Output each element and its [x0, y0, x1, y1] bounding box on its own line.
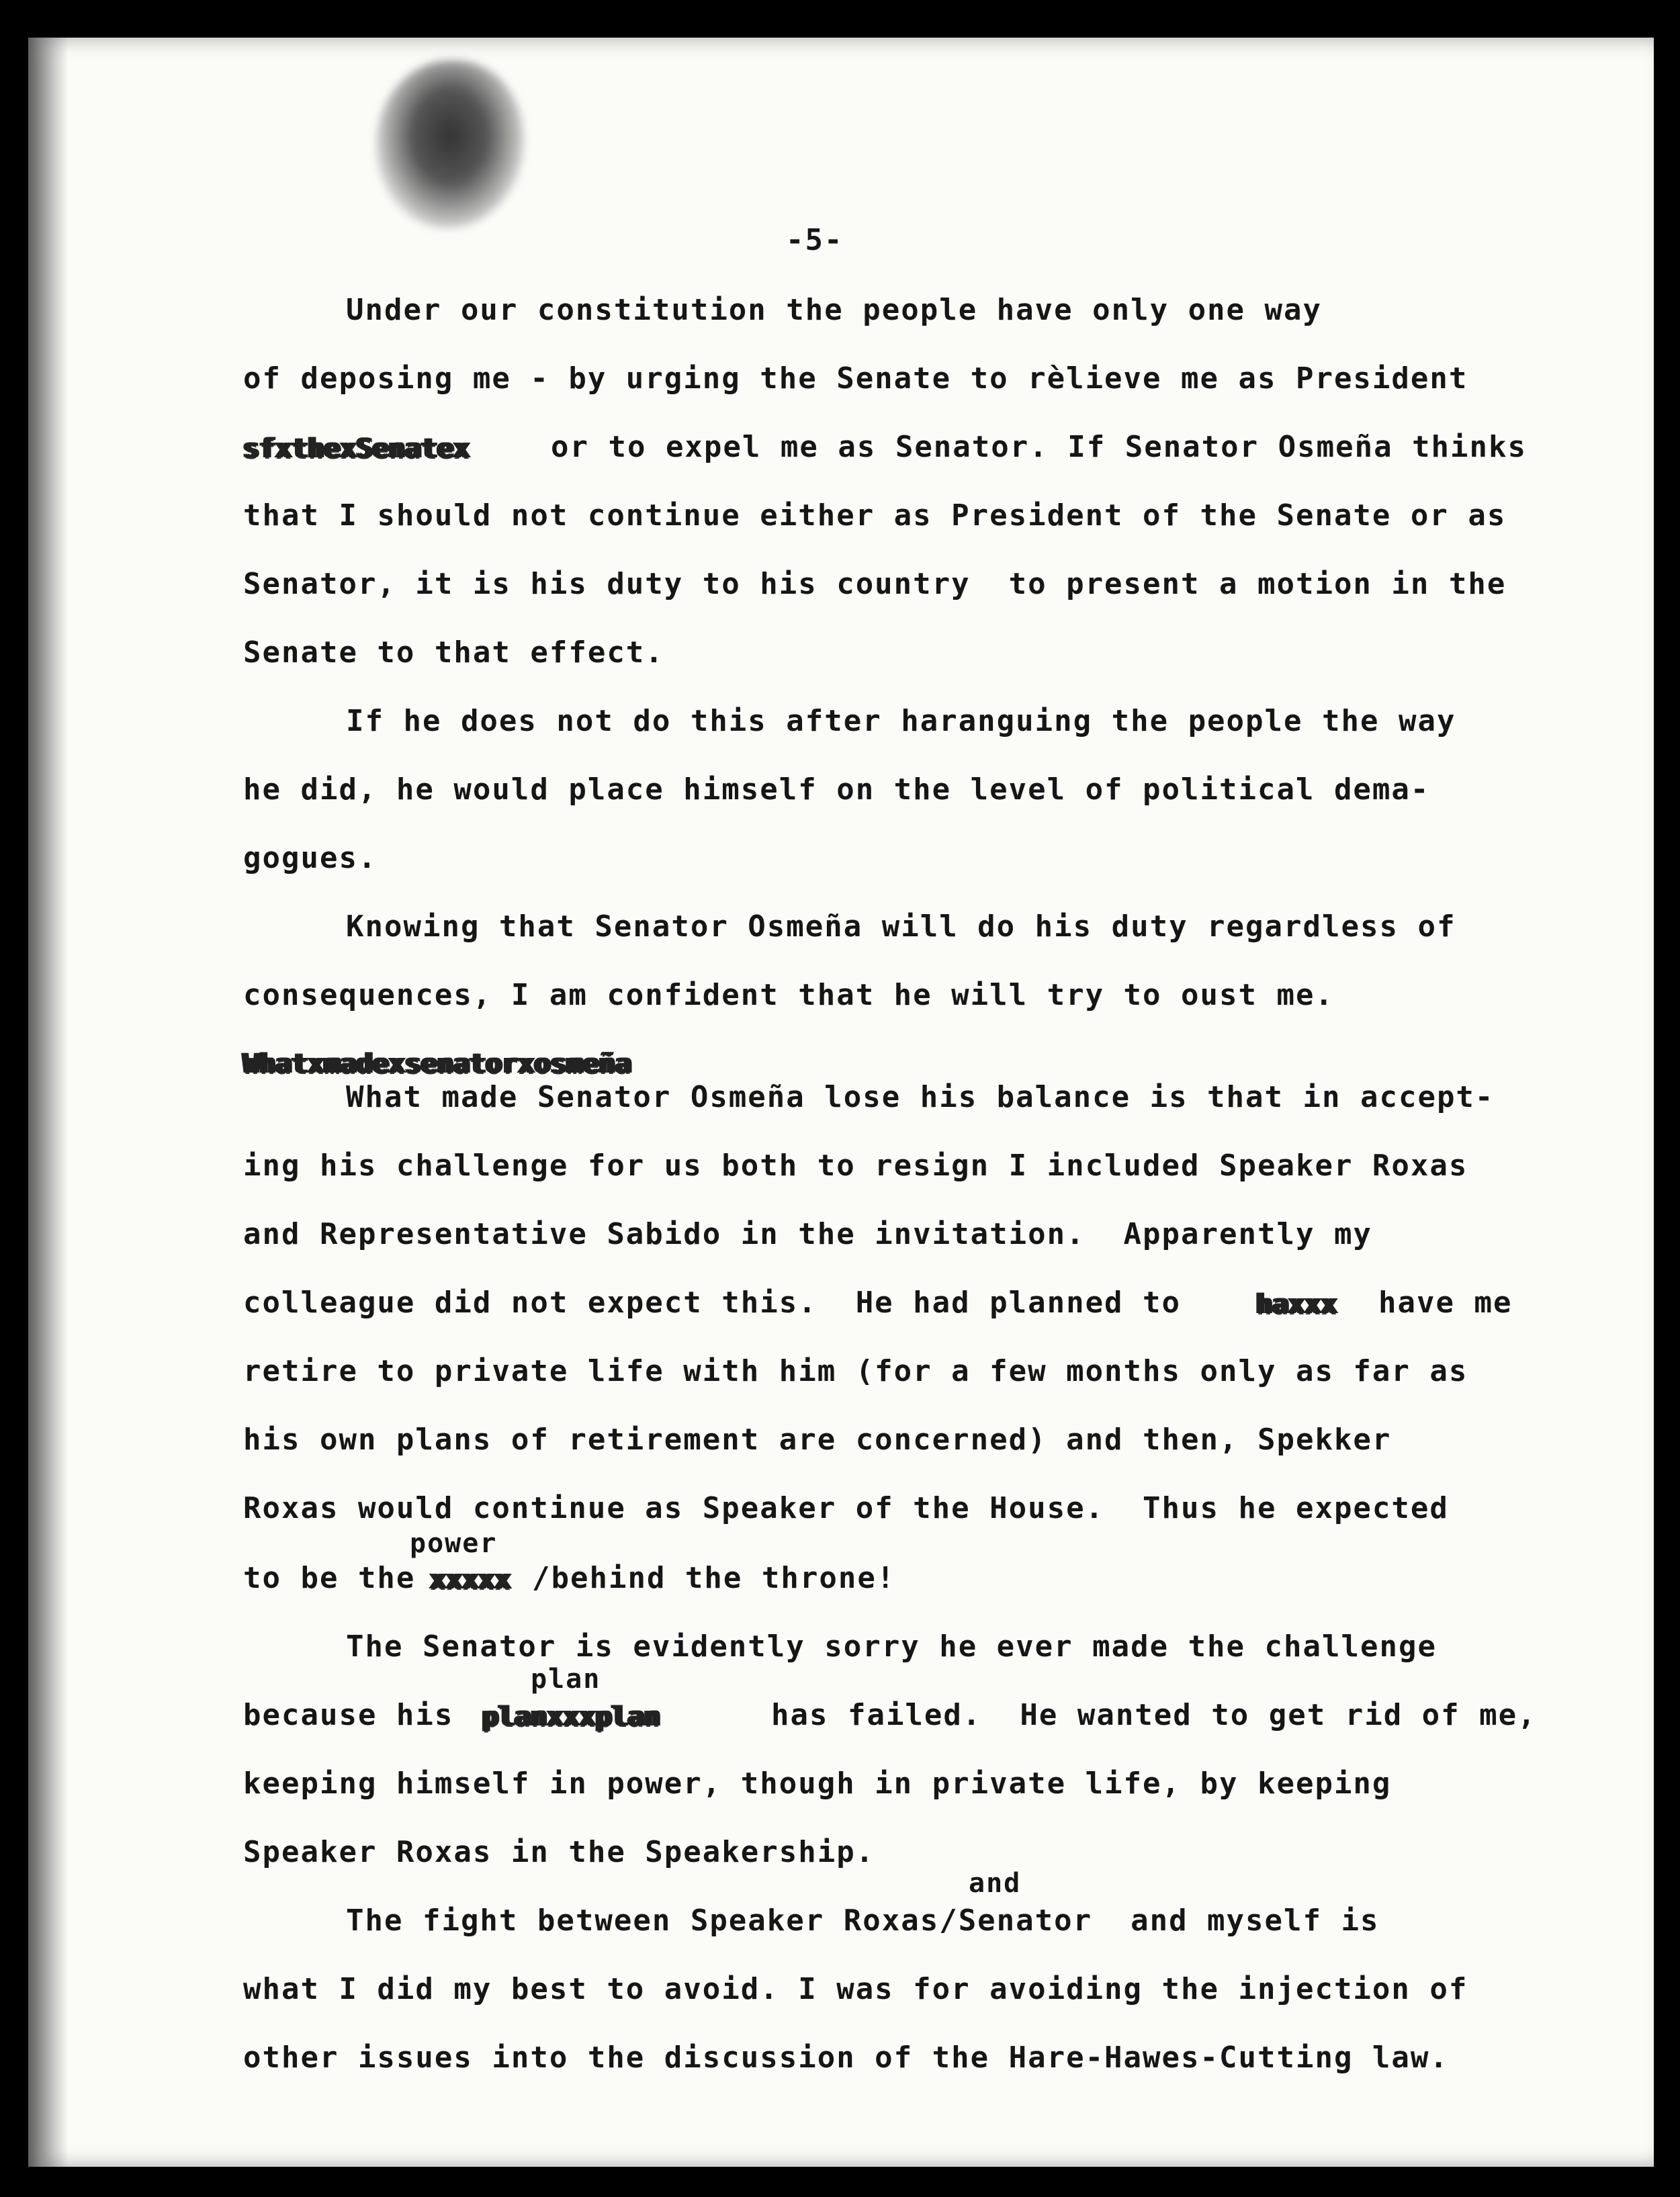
text-line-20: to be the — [243, 1561, 416, 1595]
strikeout-4: xxxxx — [430, 1564, 511, 1595]
text-line-9: gogues. — [243, 841, 378, 875]
text-line-15: colleague did not expect this. He had planned to — [243, 1286, 1182, 1320]
text-line-5: Senator, it is his duty to his country to present a motion in the — [243, 567, 1507, 601]
text-line-22: The Senator is evidently sorry he ever made the challenge — [346, 1629, 1437, 1664]
text-line-3: or to expel me as Senator. If Senator Osmeña thinks — [551, 430, 1528, 464]
strikeout-5: planxxxplan — [482, 1701, 660, 1732]
text-line-8: he did, he would place himself on the level of political dema- — [243, 772, 1430, 807]
text-line-28: what I did my best to avoid. I was for avoiding the injection of — [243, 1972, 1468, 2006]
strikeout-2: Whatxmadexsenatorxosmeña — [243, 1048, 631, 1079]
text-line-26: Speaker Roxas in the Speakership. — [243, 1835, 875, 1869]
text-line-25: keeping himself in power, though in private life, by keeping — [243, 1766, 1392, 1801]
text-line-19: Roxas would continue as Speaker of the House. Thus he expected — [243, 1491, 1449, 1525]
text-line-1: Under our constitution the people have only one way — [346, 293, 1323, 327]
text-line-21: /behind the throne! — [532, 1561, 896, 1595]
text-line-16: have me — [1378, 1286, 1513, 1320]
text-line-29: other issues into the discussion of the Hare-Hawes-Cutting law. — [243, 2041, 1449, 2075]
text-line-14: and Representative Sabido in the invitation. Apparently my — [243, 1217, 1372, 1251]
insertion-plan: plan — [531, 1664, 601, 1695]
text-line-18: his own plans of retirement are concerned) and then, Spekker — [243, 1423, 1392, 1457]
text-line-17: retire to private life with him (for a few months only as far as — [243, 1354, 1468, 1388]
text-line-10: Knowing that Senator Osmeña will do his duty regardless of — [346, 909, 1456, 944]
insertion-and: and — [969, 1868, 1022, 1899]
insertion-power: power — [410, 1528, 498, 1559]
text-line-24: has failed. He wanted to get rid of me, — [771, 1698, 1537, 1732]
strikeout-1: sfxthexSenatex — [243, 433, 470, 464]
text-line-23: because his — [243, 1698, 454, 1732]
text-line-6: Senate to that effect. — [243, 635, 664, 670]
text-line-4: that I should not continue either as President of the Senate or as — [243, 498, 1507, 533]
text-line-11: consequences, I am confident that he will try to oust me. — [243, 978, 1334, 1012]
text-line-12: What made Senator Osmeña lose his balance is that in accept- — [346, 1080, 1495, 1114]
page-number: -5- — [786, 223, 844, 257]
text-line-27: The fight between Speaker Roxas/Senator and myself is — [346, 1903, 1380, 1938]
text-line-2: of deposing me - by urging the Senate to rèlieve me as President — [243, 361, 1468, 396]
text-line-7: If he does not do this after haranguing the people the way — [346, 704, 1456, 738]
text-line-13: ing his challenge for us both to resign I included Speaker Roxas — [243, 1149, 1468, 1183]
strikeout-3: haxxx — [1256, 1289, 1337, 1320]
